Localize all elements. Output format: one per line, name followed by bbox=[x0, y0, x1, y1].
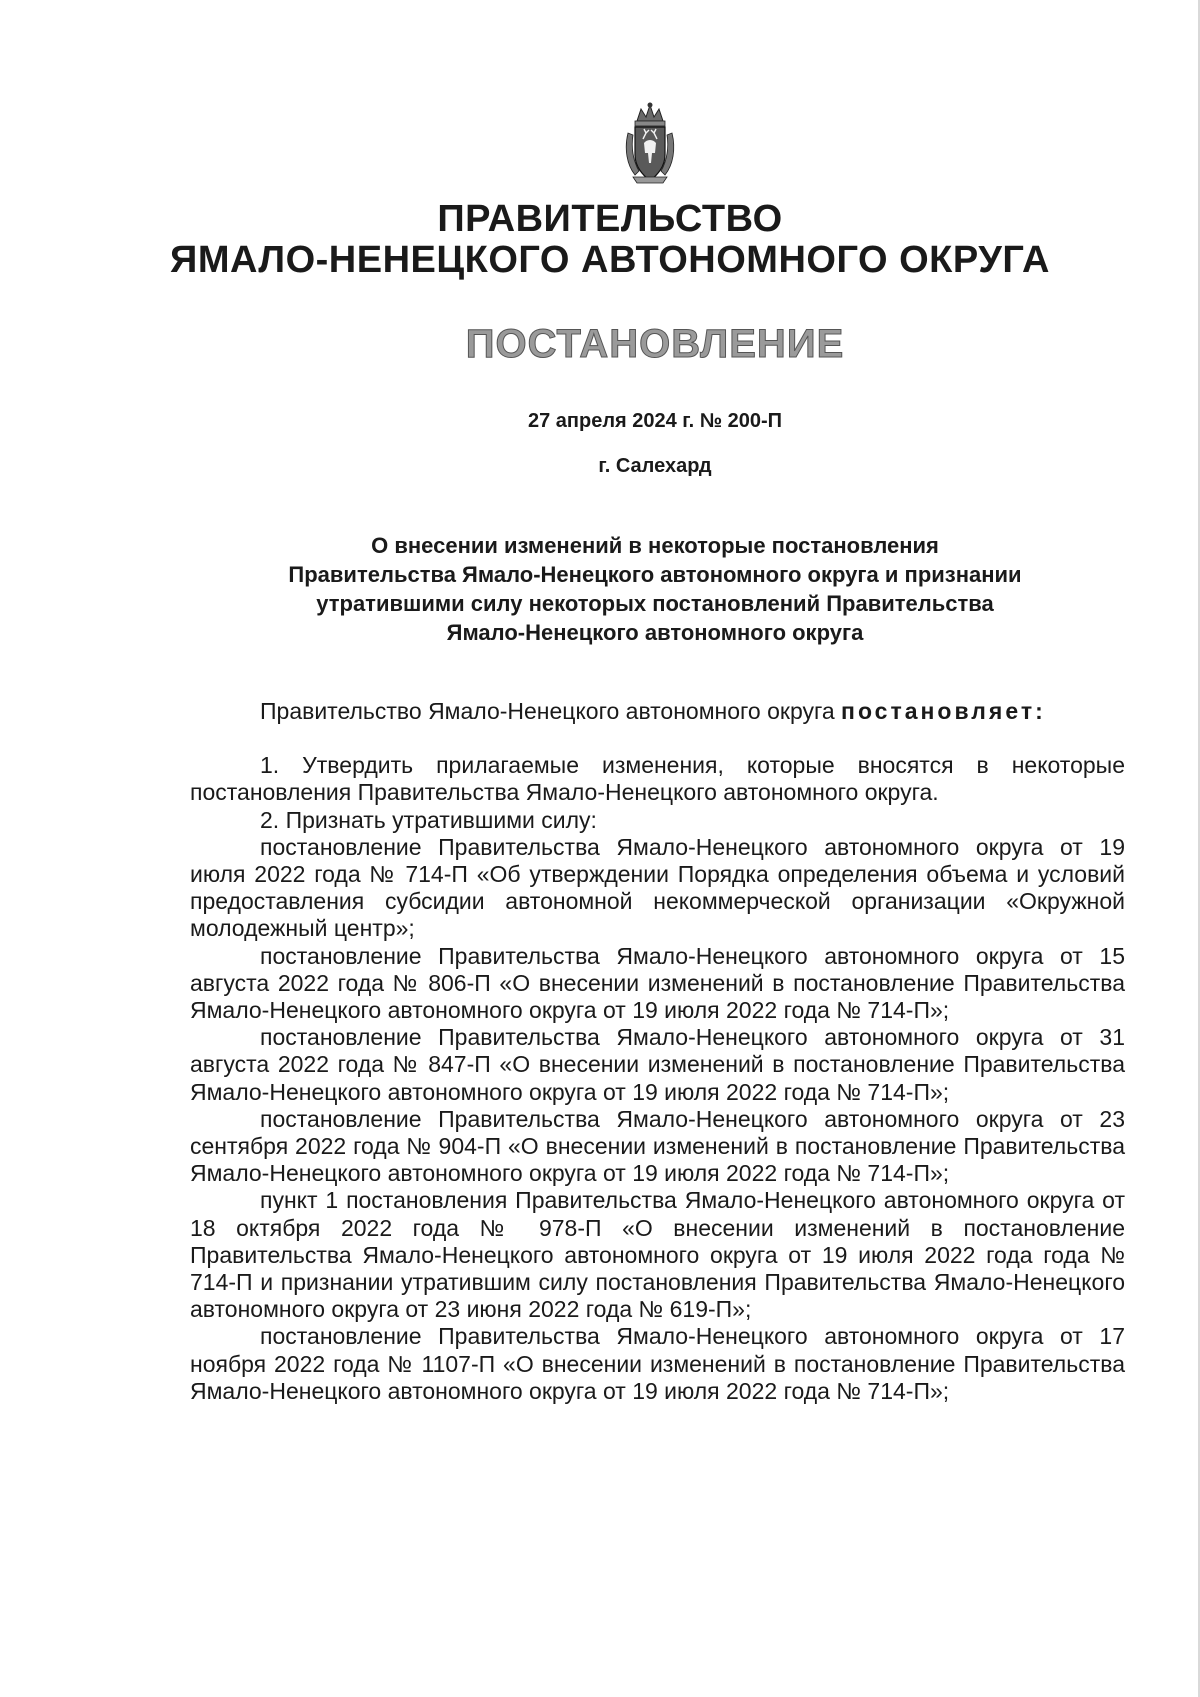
body-paragraph: пункт 1 постановления Правительства Ямало-Ненецкого автономного округа от 18 октября 2022 года № 978-П «О внесении изменений в постановление Правительства Ямало-Ненецкого автономного округа от 19 июля 2022 года года № 714-П и признании утратившим силу постановления Правительства Ямало-Ненецкого автономного округа от 23 июня 2022 года № 619-П»; bbox=[190, 1187, 1125, 1323]
coat-of-arms-icon bbox=[619, 99, 681, 185]
subject-line: О внесении изменений в некоторые постановления bbox=[371, 533, 939, 558]
document-subject bbox=[0, 531, 1200, 647]
body-paragraph: постановление Правительства Ямало-Ненецкого автономного округа от 31 августа 2022 года № 847-П «О внесении изменений в постановление Правительства Ямало-Ненецкого автономного округа от 19 июля 2022 года № 714-П»; bbox=[190, 1024, 1125, 1105]
body-paragraph: 1. Утвердить прилагаемые изменения, которые вносятся в некоторые постановления Правительства Ямало-Ненецкого автономного округа. bbox=[190, 752, 1125, 806]
body-paragraph: постановление Правительства Ямало-Ненецкого автономного округа от 17 ноября 2022 года № 1107-П «О внесении изменений в постановление Правительства Ямало-Ненецкого автономного округа от 19 июля 2022 года № 714-П»; bbox=[190, 1323, 1125, 1404]
document-type-title: ПОСТАНОВЛЕНИЕ bbox=[465, 322, 845, 366]
government-name-line2: ЯМАЛО-НЕНЕЦКОГО АВТОНОМНОГО ОКРУГА bbox=[170, 239, 1050, 281]
intro-paragraph bbox=[190, 698, 1125, 725]
intro-text: Правительство Ямало-Ненецкого автономного округа bbox=[260, 698, 842, 724]
body-paragraph: постановление Правительства Ямало-Ненецкого автономного округа от 19 июля 2022 года № 714-П «Об утверждении Порядка определения объема и условий предоставления субсидии автономной некоммерческой организации «Окружной молодежный центр»; bbox=[190, 833, 1125, 942]
subject-line: утратившими силу некоторых постановлений Правительства bbox=[316, 591, 994, 616]
government-name-line1: ПРАВИТЕЛЬСТВО bbox=[437, 198, 783, 240]
body-paragraph: постановление Правительства Ямало-Ненецкого автономного округа от 23 сентября 2022 года № 904-П «О внесении изменений в постановление Правительства Ямало-Ненецкого автономного округа от 19 июля 2022 года № 714-П»; bbox=[190, 1105, 1125, 1187]
body-paragraph: 2. Признать утратившими силу: bbox=[260, 806, 597, 833]
subject-line: Ямало-Ненецкого автономного округа bbox=[446, 620, 864, 645]
subject-line: Правительства Ямало-Ненецкого автономного округа и признании bbox=[288, 562, 1022, 587]
body-paragraph: постановление Правительства Ямало-Ненецкого автономного округа от 15 августа 2022 года № 806-П «О внесении изменений в постановление Правительства Ямало-Ненецкого автономного округа от 19 июля 2022 года № 714-П»; bbox=[190, 942, 1125, 1024]
document-city: г. Салехард bbox=[598, 455, 712, 477]
intro-decree-word: постановляет: bbox=[841, 698, 1046, 724]
document-date-number: 27 апреля 2024 г. № 200-П bbox=[527, 410, 783, 432]
document-body bbox=[190, 698, 1125, 1405]
